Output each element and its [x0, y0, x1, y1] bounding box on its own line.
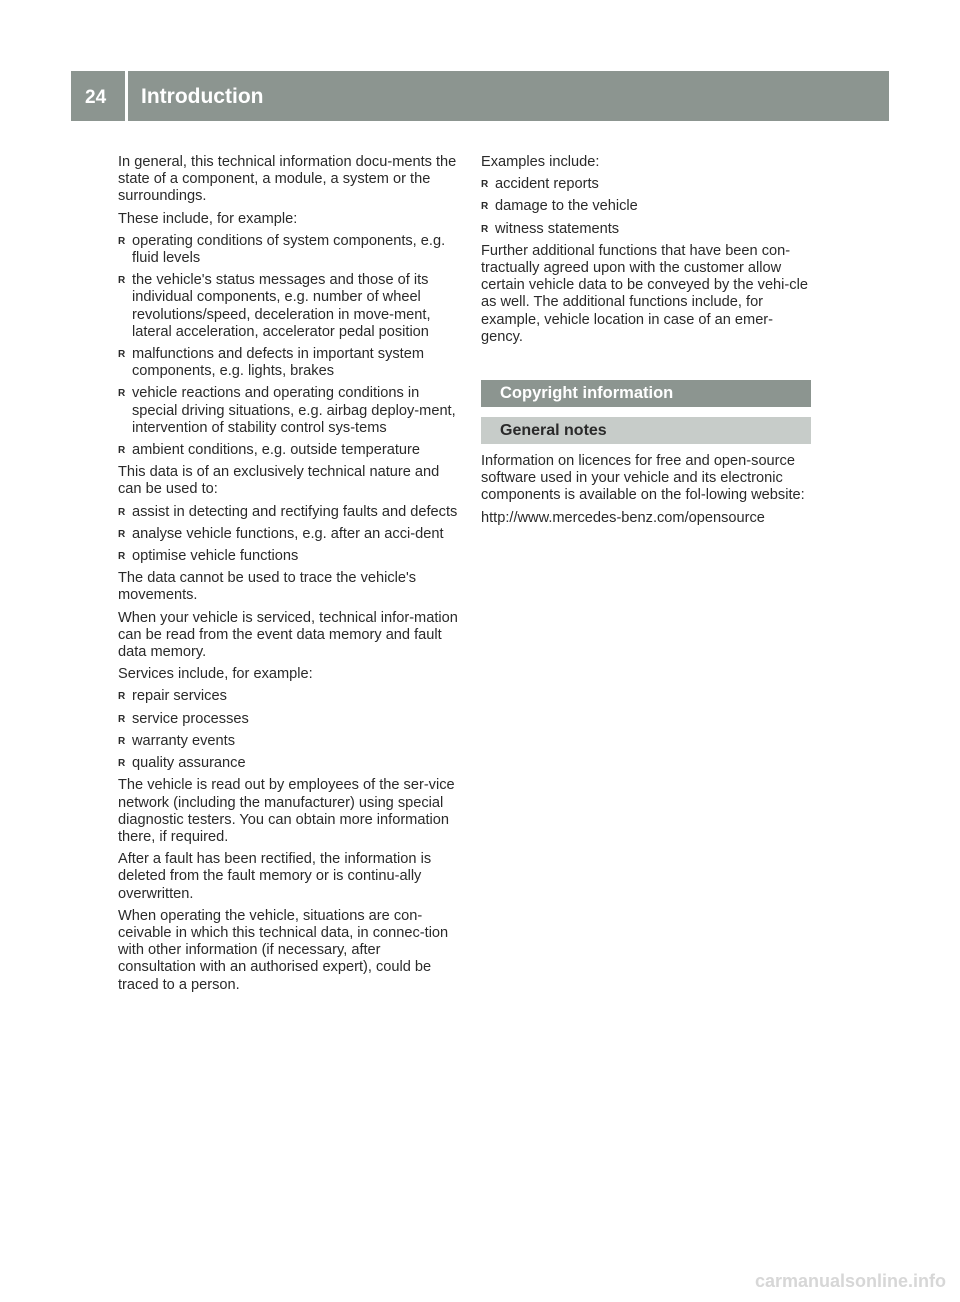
bullet-list	[118, 233, 462, 459]
paragraph: These include, for example:	[118, 210, 298, 227]
bullet-icon: R	[118, 388, 126, 400]
bullet-icon: R	[118, 713, 126, 725]
paragraph: The vehicle is read out by employees of the ser-vice network (including the manufacturer) using special diagnostic testers. You can obtain more information there, if required.	[118, 777, 455, 845]
list-item: R damage to the vehicle	[481, 198, 638, 215]
list-item: R assist in detecting and rectifying faults and defects	[118, 503, 458, 520]
page-header	[71, 71, 889, 121]
bullet-icon: R	[118, 506, 126, 518]
bullet-icon: R	[118, 551, 126, 563]
left-column	[118, 154, 462, 999]
paragraph: The data cannot be used to trace the vehicle's movements.	[118, 570, 417, 604]
paragraph: Services include, for example:	[118, 666, 313, 683]
header-divider	[125, 71, 128, 121]
paragraph: After a fault has been rectified, the information is deleted from the fault memory or is continu-ally overwritten.	[118, 851, 432, 902]
list-item: R operating conditions of system components, e.g. fluid levels	[118, 232, 446, 267]
watermark: carmanualsonline.info	[754, 1271, 946, 1291]
bullet-icon: R	[118, 758, 126, 770]
bullet-icon: R	[118, 349, 126, 361]
subsection-heading: General notes	[481, 417, 811, 444]
section-heading: Copyright information	[481, 380, 811, 407]
paragraph: This data is of an exclusively technical nature and can be used to:	[118, 464, 440, 498]
bullet-icon: R	[118, 235, 126, 247]
paragraph: Information on licences for free and open-source software used in your vehicle and its electronic components is available on the fol-lowing website:	[481, 453, 805, 504]
bullet-icon: R	[481, 201, 489, 213]
bullet-list	[481, 176, 811, 238]
list-item: R malfunctions and defects in important system components, e.g. lights, brakes	[118, 346, 425, 380]
bullet-list	[118, 688, 462, 772]
list-item: R accident reports	[481, 176, 599, 193]
bullet-list	[118, 504, 462, 566]
url-text: http://www.mercedes-benz.com/opensource	[481, 509, 765, 526]
right-column	[481, 154, 811, 532]
paragraph: In general, this technical information docu-ments the state of a component, a module, a system or the surroundings.	[118, 154, 457, 205]
paragraph: Further additional functions that have been con-tractually agreed upon with the customer allow certain vehicle data to be conveyed by the vehi-cle as well. The additional functions include, for example, vehicle location in case of an emer-gency.	[481, 242, 808, 345]
bullet-icon: R	[481, 223, 489, 235]
bullet-icon: R	[118, 528, 126, 540]
paragraph: When your vehicle is serviced, technical infor-mation can be read from the event data memory and fault data memory.	[118, 609, 458, 661]
list-item: R service processes	[118, 710, 249, 727]
list-item: R witness statements	[481, 220, 620, 237]
bullet-icon: R	[481, 179, 489, 191]
list-item: R quality assurance	[118, 755, 246, 772]
bullet-icon: R	[118, 691, 126, 703]
bullet-icon: R	[118, 735, 126, 747]
list-item: R analyse vehicle functions, e.g. after an acci-dent	[118, 525, 444, 542]
paragraph: Examples include:	[481, 154, 600, 170]
chapter-title: Introduction	[141, 85, 264, 108]
paragraph: When operating the vehicle, situations are con-ceivable in which this technical data, in connec-tion with other information (if necessary, after consultation with an authorised expert), could be traced to a person.	[118, 907, 449, 993]
list-item: R repair services	[118, 688, 227, 705]
list-item: R the vehicle's status messages and those of its individual components, e.g. number of wheel revolutions/speed, deceleration in move-ment, lateral acceleration, accelerator pedal position	[118, 272, 431, 340]
list-item: R ambient conditions, e.g. outside temperature	[118, 442, 420, 459]
page-number: 24	[85, 87, 107, 108]
list-item: R vehicle reactions and operating conditions in special driving situations, e.g. airbag deploy-ment, intervention of stability control sys-tems	[118, 385, 456, 436]
bullet-icon: R	[118, 445, 126, 457]
bullet-icon: R	[118, 275, 126, 287]
list-item: R optimise vehicle functions	[118, 548, 299, 565]
list-item: R warranty events	[118, 732, 236, 749]
